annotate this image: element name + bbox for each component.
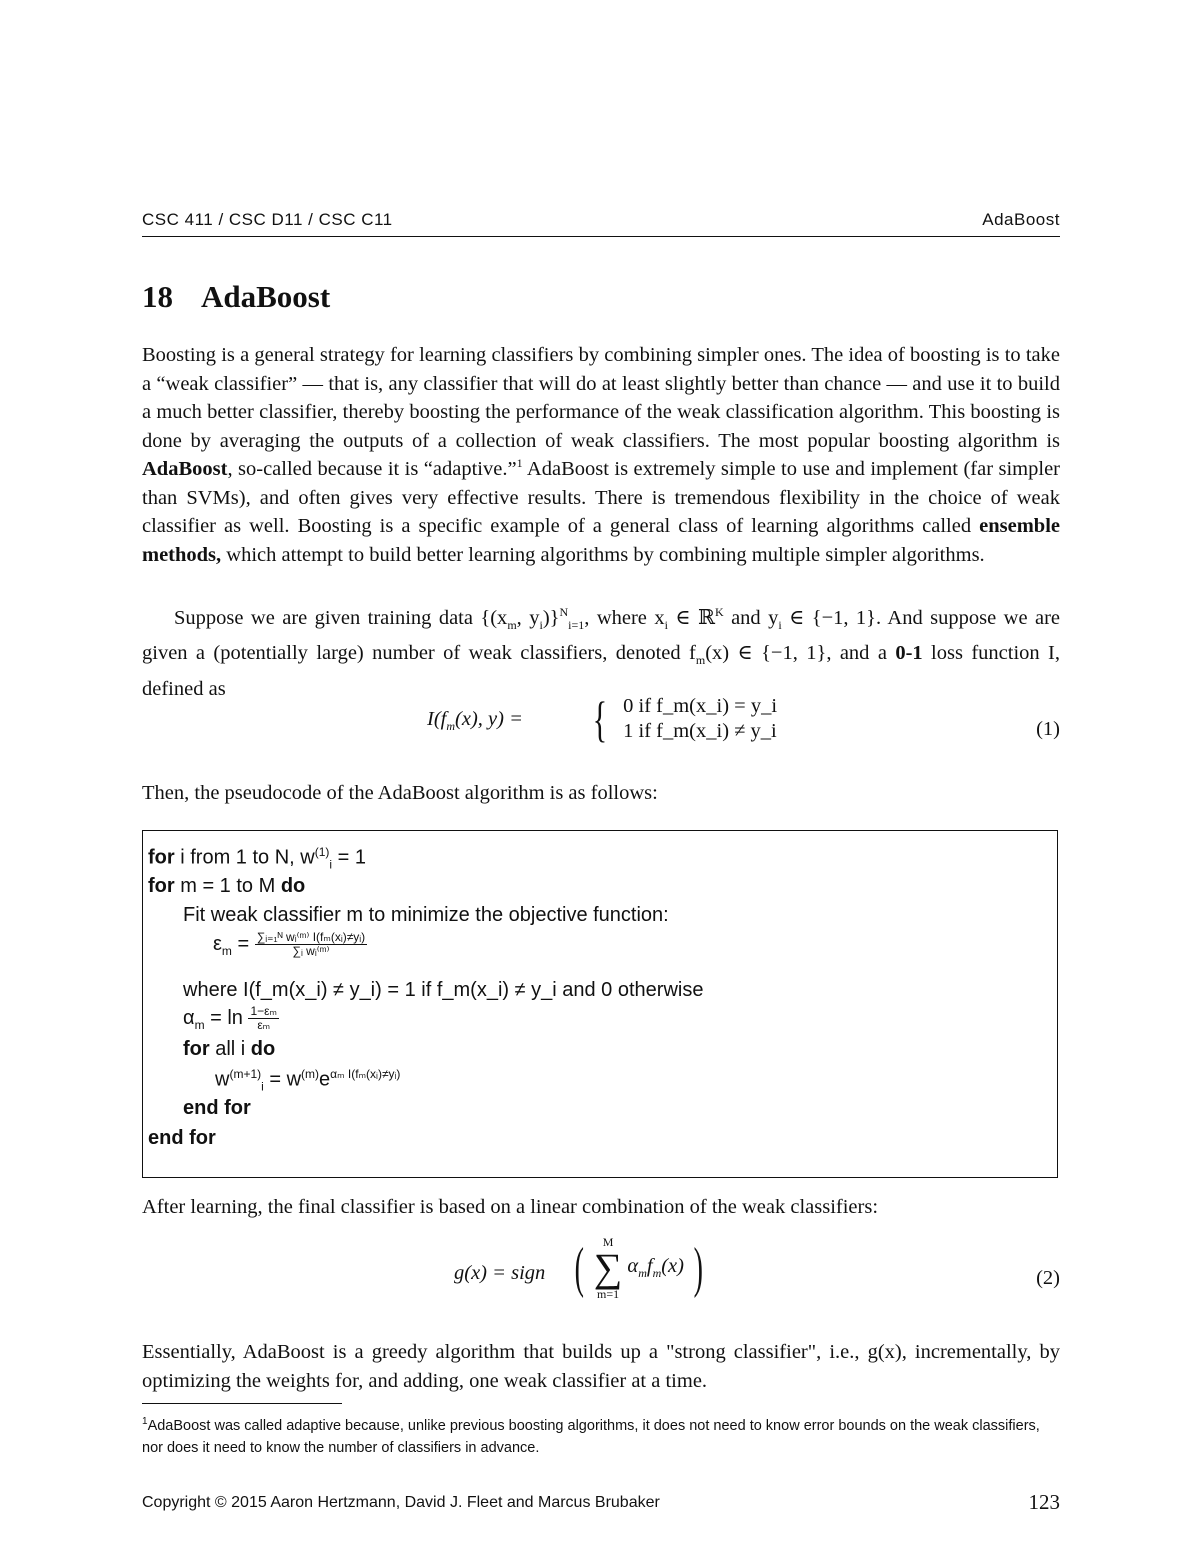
eq2-alpha-sub: m — [638, 1266, 647, 1281]
para1-text-1: Boosting is a general strategy for learning classifiers by combining simpler ones. The idea of boosting is to take a “weak classifier” — that is, any classifier that will do at least slightly better than chance — and use it to build a much better classifier, thereby boosting the performance of the weak classification algorithm. This boosting is done by averaging the outputs of a collection of weak classifiers. The most popular boosting algorithm is — [142, 344, 1060, 452]
header-rule — [142, 236, 1060, 237]
intro-paragraph — [142, 341, 1060, 569]
eq2-f-sub: m — [652, 1266, 662, 1281]
eq1-number: (1) — [1036, 718, 1060, 740]
algo-l6-num: 1−εₘ — [250, 1004, 277, 1018]
algo-l4-eq: = — [231, 932, 255, 955]
right-paren-icon: ) — [693, 1237, 704, 1299]
algo-l6-sub: m — [194, 1017, 205, 1032]
algo-l8-sub: i — [261, 1079, 264, 1094]
algo-line-9 — [183, 1097, 251, 1120]
eq2-sum — [594, 1234, 623, 1302]
para2-text: loss function I, defined as — [142, 642, 1060, 701]
para1-bold-adaboost: AdaBoost — [142, 458, 228, 480]
algo-line-2 — [148, 875, 305, 898]
eq2-arg: (x) — [661, 1254, 684, 1277]
algo-l1-sub: i — [329, 857, 333, 872]
footnote-marker[interactable]: 1 — [516, 456, 523, 471]
algo-l6-den: εₘ — [257, 1018, 271, 1032]
para2-sup-N: N — [559, 605, 569, 619]
eq2-sum-top: M — [602, 1235, 614, 1249]
para2-text: ∈ ℝ — [667, 606, 715, 629]
footnote-number: 1 — [142, 1416, 148, 1427]
algo-l8-lhs: w — [215, 1068, 230, 1091]
para2-sub-i: i — [778, 617, 782, 632]
algo-line-4 — [213, 931, 367, 958]
footnote-rule — [142, 1403, 342, 1404]
algo-l6-lhs: α — [183, 1006, 195, 1029]
left-paren-icon: ( — [574, 1237, 584, 1299]
running-header — [142, 210, 1060, 230]
eq2-alpha: α — [627, 1254, 639, 1277]
footnote-text: AdaBoost was called adaptive because, unlike previous boosting algorithms, it does not need to know error bounds on the weak classifiers, nor does it need to know the number of classifiers in advance. — [142, 1417, 1040, 1456]
algo-l1-text: i from 1 to N, w — [174, 846, 315, 869]
algo-l6-eq: = ln — [204, 1006, 249, 1029]
para1-bold-ensemble: ensemble methods, — [142, 515, 1060, 566]
algo-l8-e: e — [319, 1068, 331, 1091]
section-title-text: AdaBoost — [201, 279, 331, 314]
para2-sub-i: i — [539, 617, 543, 632]
eq1-case-list — [623, 694, 777, 744]
algo-kw-for: for — [148, 875, 175, 897]
header-course: CSC 411 / CSC D11 / CSC C11 — [142, 210, 393, 229]
eq1-lhs-text: I(f — [427, 708, 447, 730]
para2-text: (x) ∈ {−1, 1}, and a — [705, 642, 896, 665]
algo-l2-text: m = 1 to M — [174, 875, 281, 897]
summary-paragraph: Essentially, AdaBoost is a greedy algorithm that builds up a "strong classifier", i.e., g(x), incrementally, by optimizing the weights for, and adding, one weak classifier at a time. — [142, 1341, 1060, 1392]
eq1-lhs-text2: (x), y) = — [455, 708, 523, 730]
algo-l8-mid: = w — [263, 1068, 302, 1091]
eq1-case-2: 1 if f_m(x_i) ≠ y_i — [623, 720, 777, 742]
para2-sup-K: K — [714, 605, 724, 619]
eq2-f: f — [646, 1254, 653, 1277]
algo-kw-for: for — [148, 846, 175, 869]
eq2-lhs: g(x) = sign — [454, 1262, 546, 1284]
para1-text-2: , so-called because it is “adaptive.” — [227, 458, 517, 480]
algo-line-10 — [148, 1127, 216, 1150]
algo-kw-do: do — [280, 875, 306, 897]
algo-line-3: Fit weak classifier m to minimize the objective function: — [183, 904, 669, 926]
algo-end-for-outer: end for — [148, 1127, 216, 1149]
footnote — [142, 1411, 1060, 1459]
algo-l8-exponent: αₘ I(fₘ(xᵢ)≠yᵢ) — [330, 1067, 401, 1081]
copyright-notice: Copyright © 2015 Aaron Hertzmann, David J. Fleet and Marcus Brubaker — [142, 1493, 660, 1511]
algo-line-5: where I(f_m(x_i) ≠ y_i) = 1 if f_m(x_i) ≠ y_i and 0 otherwise — [183, 979, 704, 1001]
sigma-icon: ∑ — [593, 1245, 623, 1290]
algo-line-6 — [183, 1005, 279, 1032]
left-brace-icon: { — [592, 691, 608, 747]
algo-l4-lhs: ε — [213, 932, 222, 955]
algo-line-7 — [183, 1038, 275, 1061]
header-topic: AdaBoost — [982, 210, 1060, 229]
final-classifier-intro: After learning, the final classifier is based on a linear combination of the weak classifiers: — [142, 1196, 879, 1218]
section-number: 18 — [142, 279, 173, 314]
para2-text: )} — [542, 606, 560, 629]
eq2-sum-bottom: m=1 — [596, 1287, 620, 1301]
eq1-lhs-sub: m — [446, 719, 456, 734]
eq2-rhs — [570, 1234, 708, 1302]
eq1-case-1: 0 if f_m(x_i) = y_i — [623, 695, 778, 717]
para2-text: , where x — [584, 606, 665, 629]
algo-l6-fraction — [248, 1005, 279, 1032]
algo-l8-sup: (m+1) — [229, 1067, 262, 1081]
eq2-number: (2) — [1036, 1267, 1060, 1289]
para2-text: Suppose we are given training data {(x — [174, 606, 508, 629]
algo-l1-sup: (1) — [314, 845, 330, 859]
algo-kw-do: do — [250, 1038, 276, 1060]
algo-l4-fraction — [255, 931, 367, 958]
algo-l4-num: ∑ᵢ₌₁ᴺ wᵢ⁽ᵐ⁾ I(fₘ(xᵢ)≠yᵢ) — [256, 930, 366, 944]
algo-l7-text: all i — [209, 1038, 251, 1060]
para2-sub-i: m — [507, 617, 517, 632]
para2-text: , y — [516, 606, 540, 629]
para2-sub-m: m — [695, 653, 706, 668]
algo-l4-den: ∑ᵢ wᵢ⁽ᵐ⁾ — [292, 944, 330, 958]
para2-text: ∈ {−1, 1}. And suppose we are given a (potentially large) number of weak classifiers, denoted f — [142, 606, 1060, 665]
para1-text-3: AdaBoost is extremely simple to use and implement (far simpler than SVMs), and often gives very effective results. There is tremendous flexibility in the choice of weak classifier as well. Boosting is a specific example of a general class of learning algorithms called — [142, 458, 1060, 537]
pseudocode-box — [142, 830, 1058, 1178]
para2-bold-01: 0-1 — [895, 642, 923, 665]
para2-sub-i: i — [664, 617, 668, 632]
algo-l4-sub: m — [221, 943, 232, 958]
page-footer — [142, 1490, 1060, 1515]
equation-2 — [142, 1235, 1060, 1318]
algo-end-for-inner: end for — [183, 1097, 251, 1119]
para1-text-4: which attempt to build better learning algorithms by combining multiple simpler algorithms. — [221, 543, 985, 566]
algo-line-1 — [148, 845, 366, 872]
para2-text: and y — [723, 606, 779, 629]
section-title — [142, 279, 330, 315]
page-number: 123 — [1028, 1490, 1060, 1514]
eq1-lhs — [427, 708, 523, 734]
eq1-cases — [582, 691, 778, 747]
algo-l1-end: = 1 — [332, 846, 366, 869]
algo-kw-for: for — [183, 1038, 210, 1060]
algo-line-8 — [215, 1067, 400, 1094]
pseudocode-intro: Then, the pseudocode of the AdaBoost algorithm is as follows: — [142, 782, 658, 804]
setup-paragraph — [142, 598, 1060, 704]
algo-l8-sup2: (m) — [301, 1067, 320, 1081]
eq2-body — [627, 1254, 684, 1281]
para2-sub-range: i=1 — [568, 617, 585, 632]
